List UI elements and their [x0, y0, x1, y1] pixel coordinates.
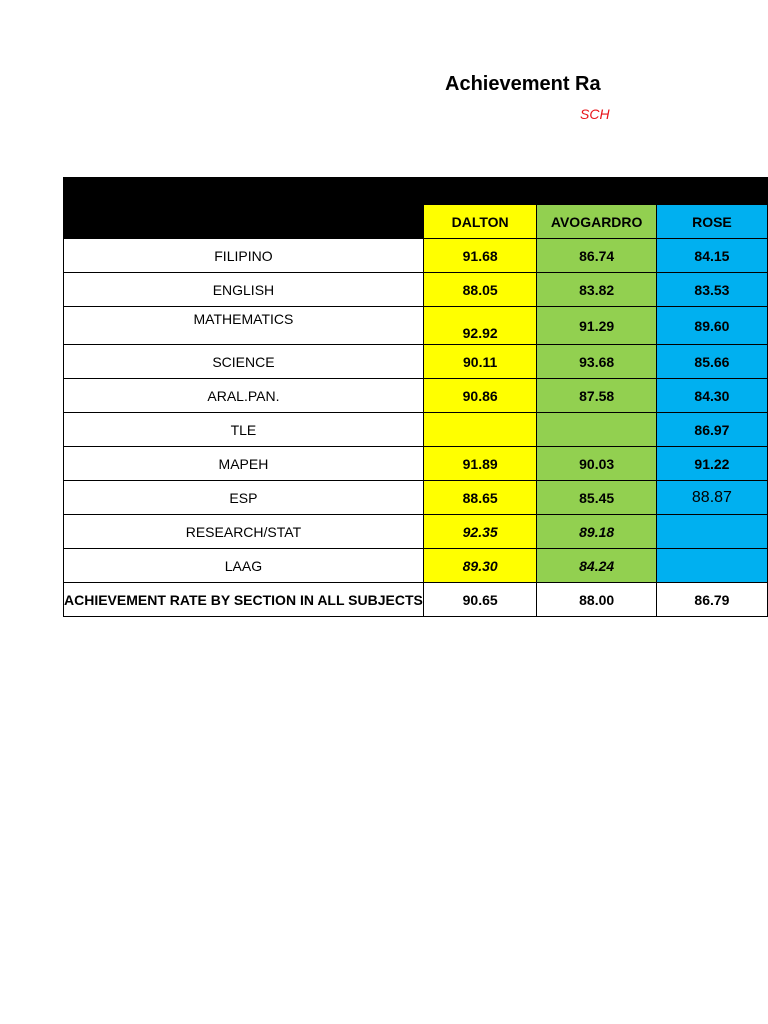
- table-row: [64, 549, 768, 583]
- table-row: [64, 273, 768, 307]
- subject-cell: ESP: [64, 481, 424, 515]
- table-row: [64, 307, 768, 345]
- summary-row: [64, 583, 768, 617]
- subject-cell: MATHEMATICS: [64, 307, 424, 345]
- table-row: [64, 481, 768, 515]
- summary-value-avogardro: 88.00: [537, 583, 656, 617]
- subject-cell: MAPEH: [64, 447, 424, 481]
- value-cell-avogardro: 85.45: [537, 481, 656, 515]
- value-cell-dalton: 89.30: [423, 549, 537, 583]
- value-cell-rose: [656, 549, 767, 583]
- value-cell-dalton: [423, 413, 537, 447]
- section-header-rose: ROSE: [656, 205, 767, 239]
- subject-cell: RESEARCH/STAT: [64, 515, 424, 549]
- value-cell-avogardro: 89.18: [537, 515, 656, 549]
- page-title: Achievement Ra: [445, 73, 601, 95]
- page-subtitle: SCH: [580, 106, 610, 122]
- table-row: [64, 515, 768, 549]
- table-row: [64, 379, 768, 413]
- value-cell-avogardro: [537, 413, 656, 447]
- value-cell-rose: 84.30: [656, 379, 767, 413]
- value-cell-dalton: 92.35: [423, 515, 537, 549]
- summary-value-rose: 86.79: [656, 583, 767, 617]
- value-cell-dalton: 88.65: [423, 481, 537, 515]
- value-cell-avogardro: 91.29: [537, 307, 656, 345]
- table-row: [64, 345, 768, 379]
- value-cell-dalton: 90.11: [423, 345, 537, 379]
- summary-value-dalton: 90.65: [423, 583, 537, 617]
- subject-cell: SCIENCE: [64, 345, 424, 379]
- value-cell-dalton: 91.68: [423, 239, 537, 273]
- value-cell-avogardro: 84.24: [537, 549, 656, 583]
- table-row: [64, 447, 768, 481]
- section-header-dalton: DALTON: [423, 205, 537, 239]
- value-cell-dalton: 92.92: [423, 307, 537, 345]
- value-cell-avogardro: 86.74: [537, 239, 656, 273]
- value-cell-rose: 89.60: [656, 307, 767, 345]
- subjects-header: SUBJECTS: [64, 178, 424, 239]
- value-cell-dalton: 91.89: [423, 447, 537, 481]
- value-cell-avogardro: 93.68: [537, 345, 656, 379]
- subject-cell: ENGLISH: [64, 273, 424, 307]
- header-row: [64, 178, 768, 205]
- subject-cell: FILIPINO: [64, 239, 424, 273]
- value-cell-dalton: 90.86: [423, 379, 537, 413]
- value-cell-dalton: 88.05: [423, 273, 537, 307]
- summary-label: ACHIEVEMENT RATE BY SECTION IN ALL SUBJECTS: [64, 583, 424, 617]
- value-cell-avogardro: 83.82: [537, 273, 656, 307]
- value-cell-rose: [656, 515, 767, 549]
- value-cell-rose: 91.22: [656, 447, 767, 481]
- subject-cell: ARAL.PAN.: [64, 379, 424, 413]
- value-cell-rose: 84.15: [656, 239, 767, 273]
- table-row: [64, 239, 768, 273]
- section-header-avogardro: AVOGARDRO: [537, 205, 656, 239]
- sections-header-band: [423, 178, 767, 205]
- value-cell-avogardro: 90.03: [537, 447, 656, 481]
- value-cell-rose: 85.66: [656, 345, 767, 379]
- value-cell-rose: 86.97: [656, 413, 767, 447]
- table-row: [64, 413, 768, 447]
- value-cell-rose: 83.53: [656, 273, 767, 307]
- subject-cell: TLE: [64, 413, 424, 447]
- value-cell-rose: 88.87: [656, 481, 767, 515]
- subject-cell: LAAG: [64, 549, 424, 583]
- achievement-table: [63, 177, 768, 617]
- value-cell-avogardro: 87.58: [537, 379, 656, 413]
